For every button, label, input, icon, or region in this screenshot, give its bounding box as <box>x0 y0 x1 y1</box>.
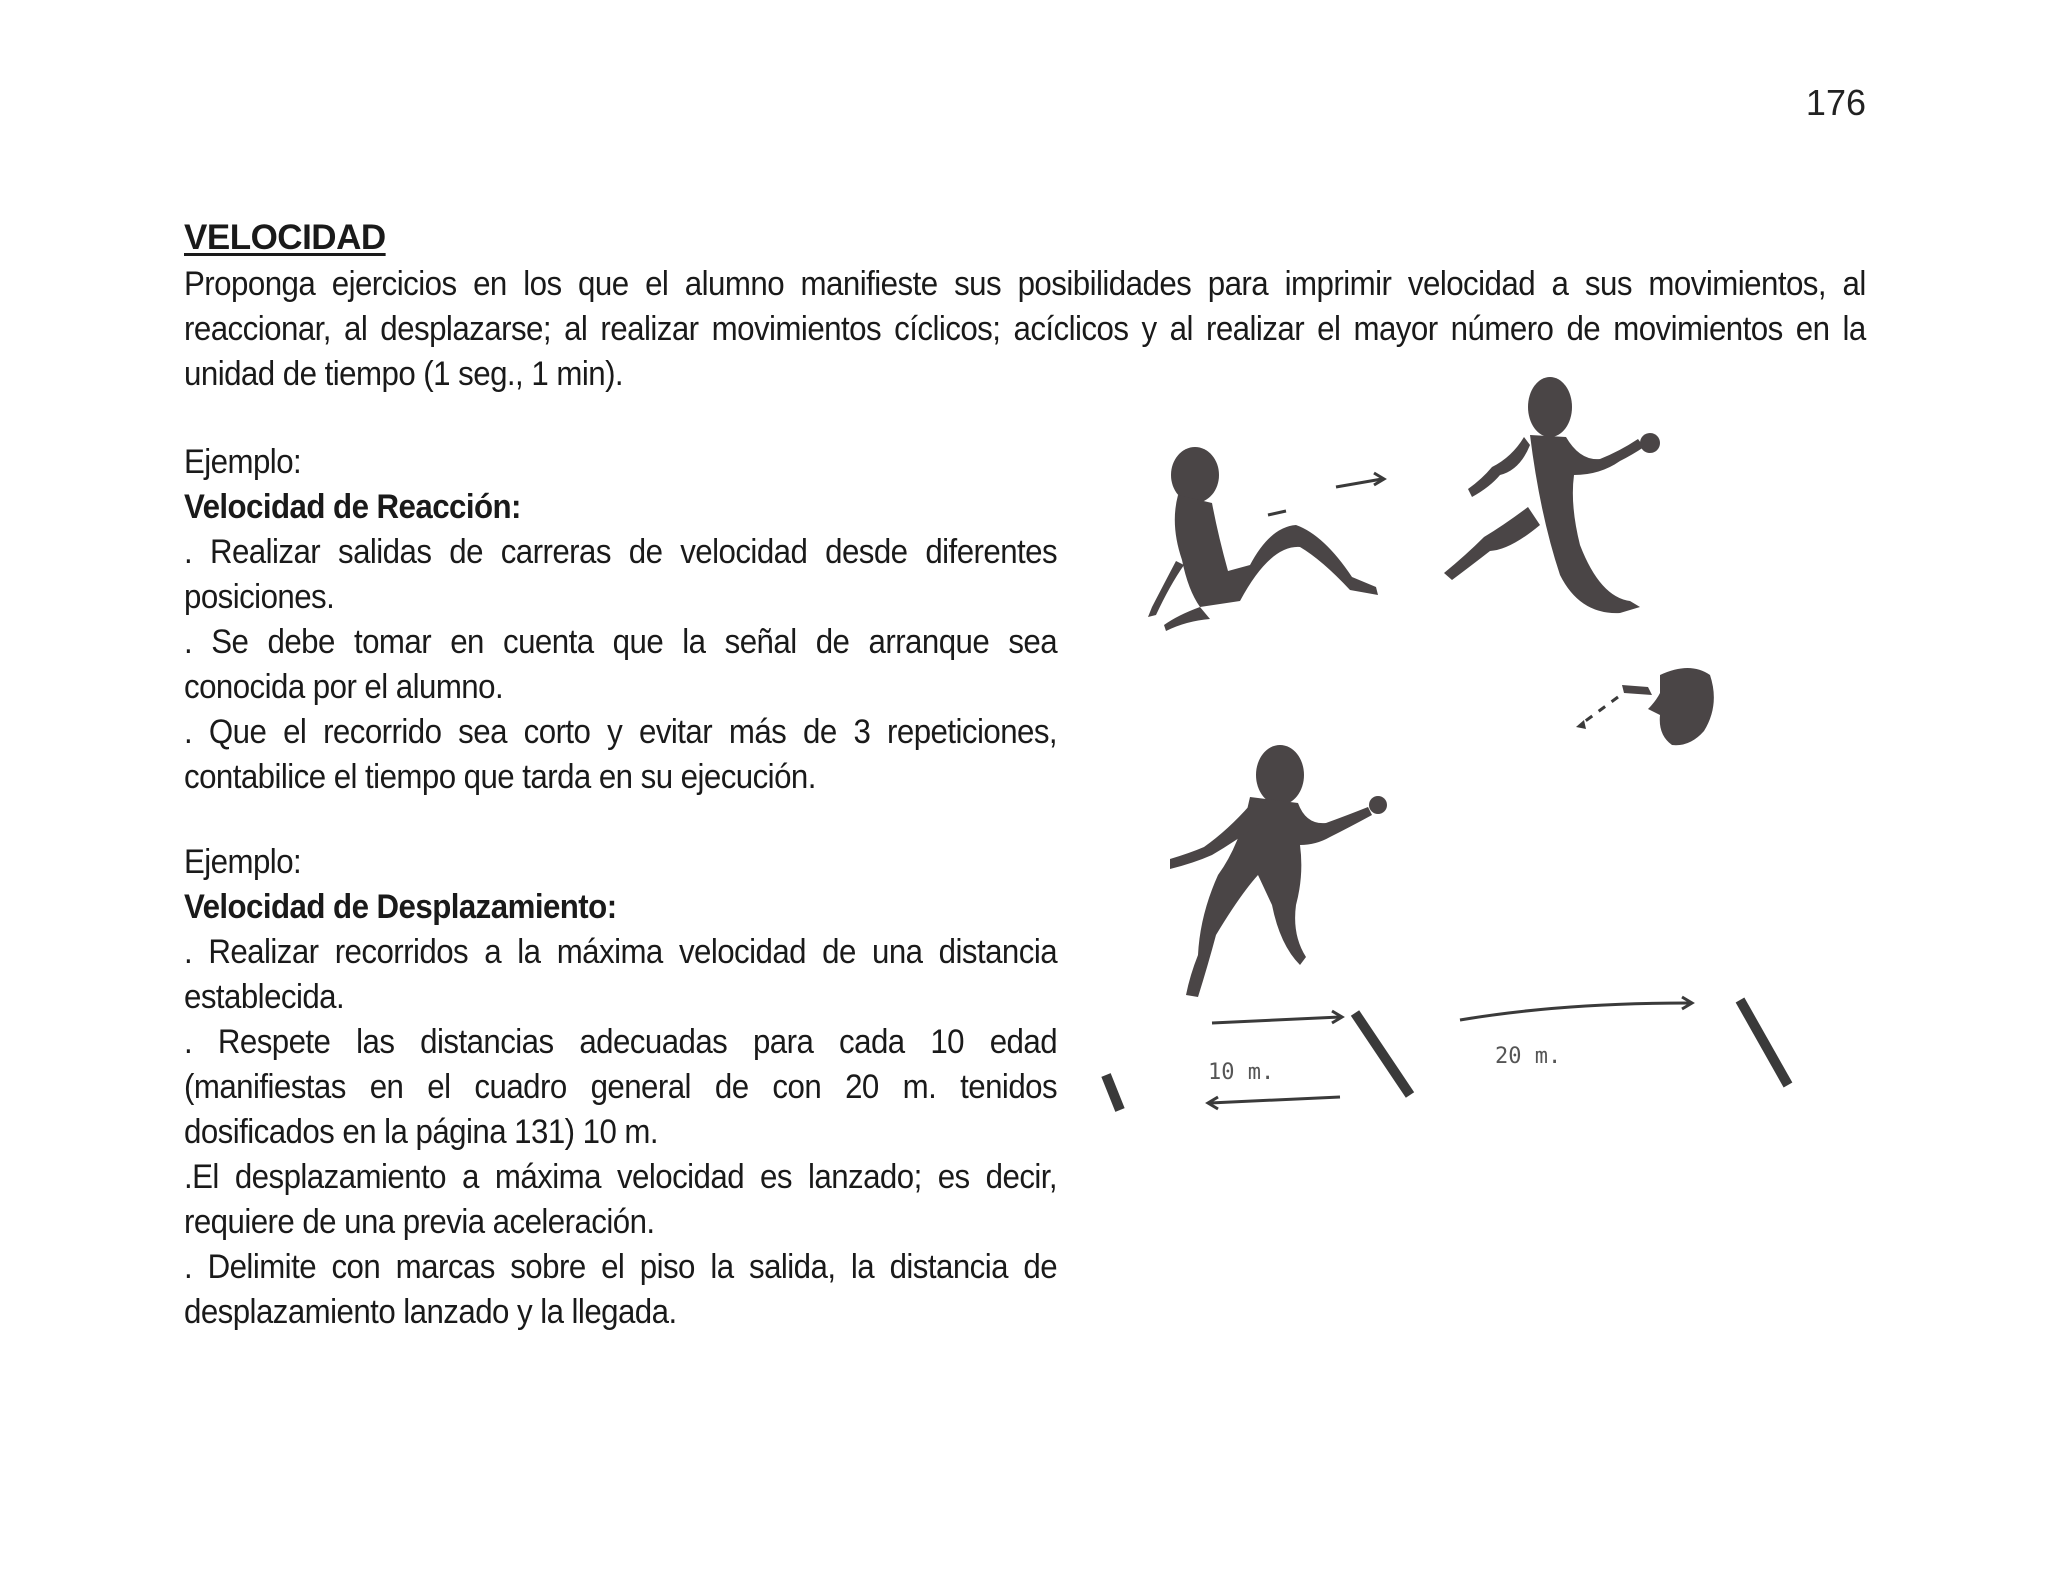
starter-head-icon <box>1622 668 1714 745</box>
distance-arrow-icon <box>1460 1003 1690 1020</box>
list-item: . Realizar salidas de carreras de velocidad desde diferentes posiciones. <box>184 533 1058 616</box>
sprinter-figure-icon <box>1170 745 1387 997</box>
start-mark-icon <box>1106 1075 1120 1110</box>
seated-figure-icon <box>1148 447 1378 631</box>
signal-line-icon <box>1580 697 1618 725</box>
list-item: . Delimite con marcas sobre el piso la salida, la distancia de desplazamiento lanzado y la llegada. <box>184 1248 1058 1331</box>
distance-arrow-icon <box>1212 1017 1340 1023</box>
distance-label: 10 m. <box>1208 1060 1275 1085</box>
distance-label: 20 m. <box>1495 1044 1562 1069</box>
running-figure-icon <box>1444 377 1660 613</box>
section-reaccion <box>184 440 1057 800</box>
list-item: . Realizar recorridos a la máxima velocidad de una distancia establecida. <box>184 933 1058 1016</box>
example-label: Ejemplo: <box>184 443 302 481</box>
arrow-icon <box>1268 511 1286 515</box>
subsection-title: Velocidad de Desplazamiento: <box>184 888 617 926</box>
speed-illustration <box>1100 375 1800 1135</box>
return-arrow-icon <box>1210 1097 1340 1103</box>
mid-mark-icon <box>1355 1013 1410 1095</box>
page-number: 176 <box>1805 82 1866 123</box>
subsection-title: Velocidad de Reacción: <box>184 488 521 526</box>
list-item: . Se debe tomar en cuenta que la señal de arranque sea conocida por el alumno. <box>184 623 1058 706</box>
finish-mark-icon <box>1740 1000 1788 1085</box>
list-item: . Que el recorrido sea corto y evitar más de 3 repeticiones, contabilice el tiempo que tarda en su ejecución. <box>184 713 1058 796</box>
section-desplazamiento <box>184 840 1057 1335</box>
list-item: . Respete las distancias adecuadas para cada 10 edad (manifiestas en el cuadro general de con 20 m. tenidos dosificados en la página 131) 10 m. <box>184 1023 1058 1151</box>
intro-paragraph: Proponga ejercicios en los que el alumno manifieste sus posibilidades para imprimir velocidad a sus movimientos, al reaccionar, al desplazarse; al realizar movimientos cíclicos; acíclicos y al realizar el mayor número de movimientos en la unidad de tiempo (1 seg., 1 min). <box>184 265 1866 393</box>
list-item: .El desplazamiento a máxima velocidad es lanzado; es decir, requiere de una previa aceleración. <box>184 1158 1058 1241</box>
example-label: Ejemplo: <box>184 843 302 881</box>
section-heading: VELOCIDAD <box>184 218 386 257</box>
